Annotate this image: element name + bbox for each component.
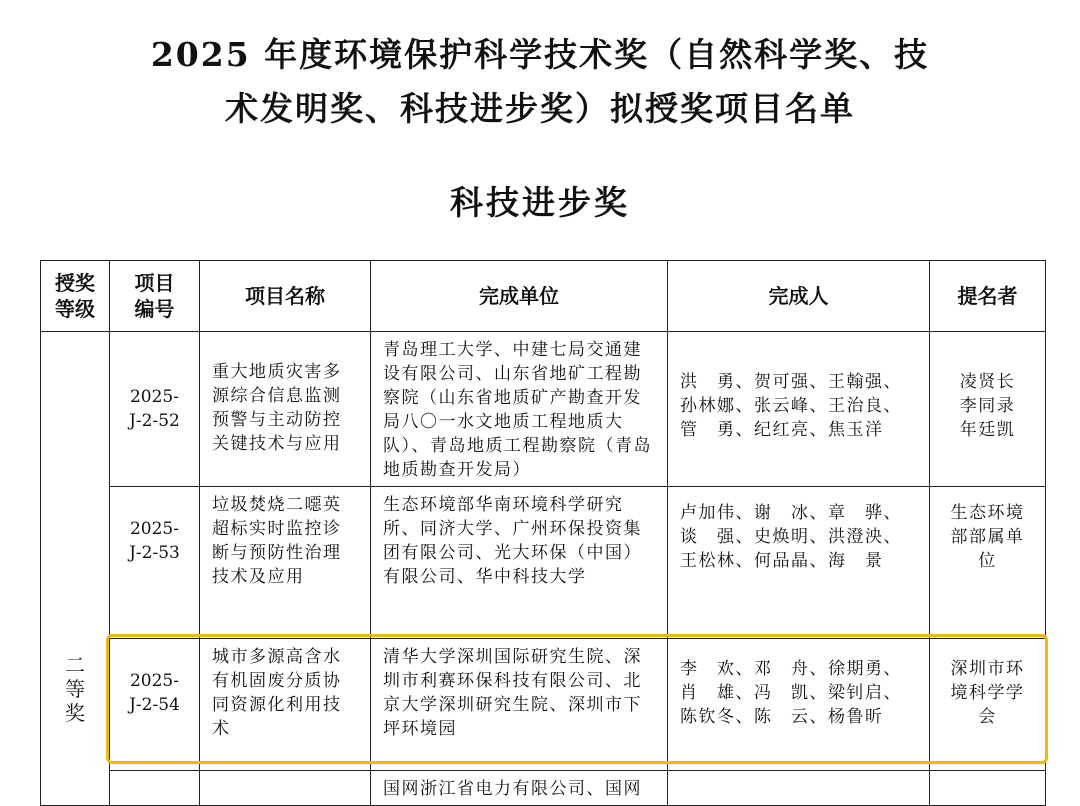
nominator xyxy=(930,771,1046,806)
completing-units: 清华大学深圳国际研究生院、深圳市利赛环保科技有限公司、北京大学深圳研究生院、深圳市下坪环境园 xyxy=(371,639,668,771)
project-name: 城市多源高含水有机固废分质协同资源化利用技术 xyxy=(200,639,371,771)
nominator: 凌贤长 李同录 年廷凯 xyxy=(930,332,1046,487)
project-name xyxy=(200,771,371,806)
header-nominator: 提名者 xyxy=(930,261,1046,332)
completing-units: 青岛理工大学、中建七局交通建设有限公司、山东省地矿工程勘察院（山东省地质矿产勘查开发局八〇一水文地质工程地质大队）、青岛地质工程勘察院（青岛地质勘查开发局） xyxy=(371,332,668,487)
completing-persons: 洪 勇、贺可强、王翰强、 孙林娜、张云峰、王治良、 管 勇、纪红亮、焦玉洋 xyxy=(668,332,930,487)
project-code: 2025- J-2-52 xyxy=(110,332,200,487)
completing-persons: 李 欢、邓 舟、徐期勇、 肖 雄、冯 凯、梁钊启、 陈钦冬、陈 云、杨鲁昕 xyxy=(668,639,930,771)
project-code: 2025- J-2-54 xyxy=(110,639,200,771)
project-name: 垃圾焚烧二噁英超标实时监控诊断与预防性治理技术及应用 xyxy=(200,487,371,639)
document-title-line2: 术发明奖、科技进步奖）拟授奖项目名单 xyxy=(225,89,855,128)
nominator: 生态环境 部部属单 位 xyxy=(930,487,1046,639)
table-row xyxy=(41,487,1046,639)
award-level-cell xyxy=(41,332,110,806)
row-highlight-box xyxy=(106,634,1048,764)
table-row xyxy=(41,771,1046,806)
nominator: 深圳市环 境科学学 会 xyxy=(930,639,1046,771)
document-title-line1: 2025 年度环境保护科学技术奖（自然科学奖、技 xyxy=(150,35,930,74)
table-header-row xyxy=(41,261,1046,332)
completing-units: 生态环境部华南环境科学研究所、同济大学、广州环保投资集团有限公司、光大环保（中国）有限公司、华中科技大学 xyxy=(371,487,668,639)
header-level: 授奖等级 xyxy=(41,261,110,332)
completing-units: 国网浙江省电力有限公司、国网 xyxy=(371,771,668,806)
award-level-text: 二等奖 xyxy=(65,652,85,725)
project-code: 2025- J-2-53 xyxy=(110,487,200,639)
project-name: 重大地质灾害多源综合信息监测预警与主动防控关键技术与应用 xyxy=(200,332,371,487)
completing-persons xyxy=(668,771,930,806)
table-row xyxy=(41,332,1046,487)
header-name: 项目名称 xyxy=(200,261,371,332)
header-code: 项目编号 xyxy=(110,261,200,332)
header-units: 完成单位 xyxy=(371,261,668,332)
header-persons: 完成人 xyxy=(668,261,930,332)
project-code xyxy=(110,771,200,806)
section-subtitle: 科技进步奖 xyxy=(450,183,630,222)
completing-persons: 卢加伟、谢 冰、章 骅、 谈 强、史焕明、洪澄泱、 王松林、何品晶、海 景 xyxy=(668,487,930,639)
